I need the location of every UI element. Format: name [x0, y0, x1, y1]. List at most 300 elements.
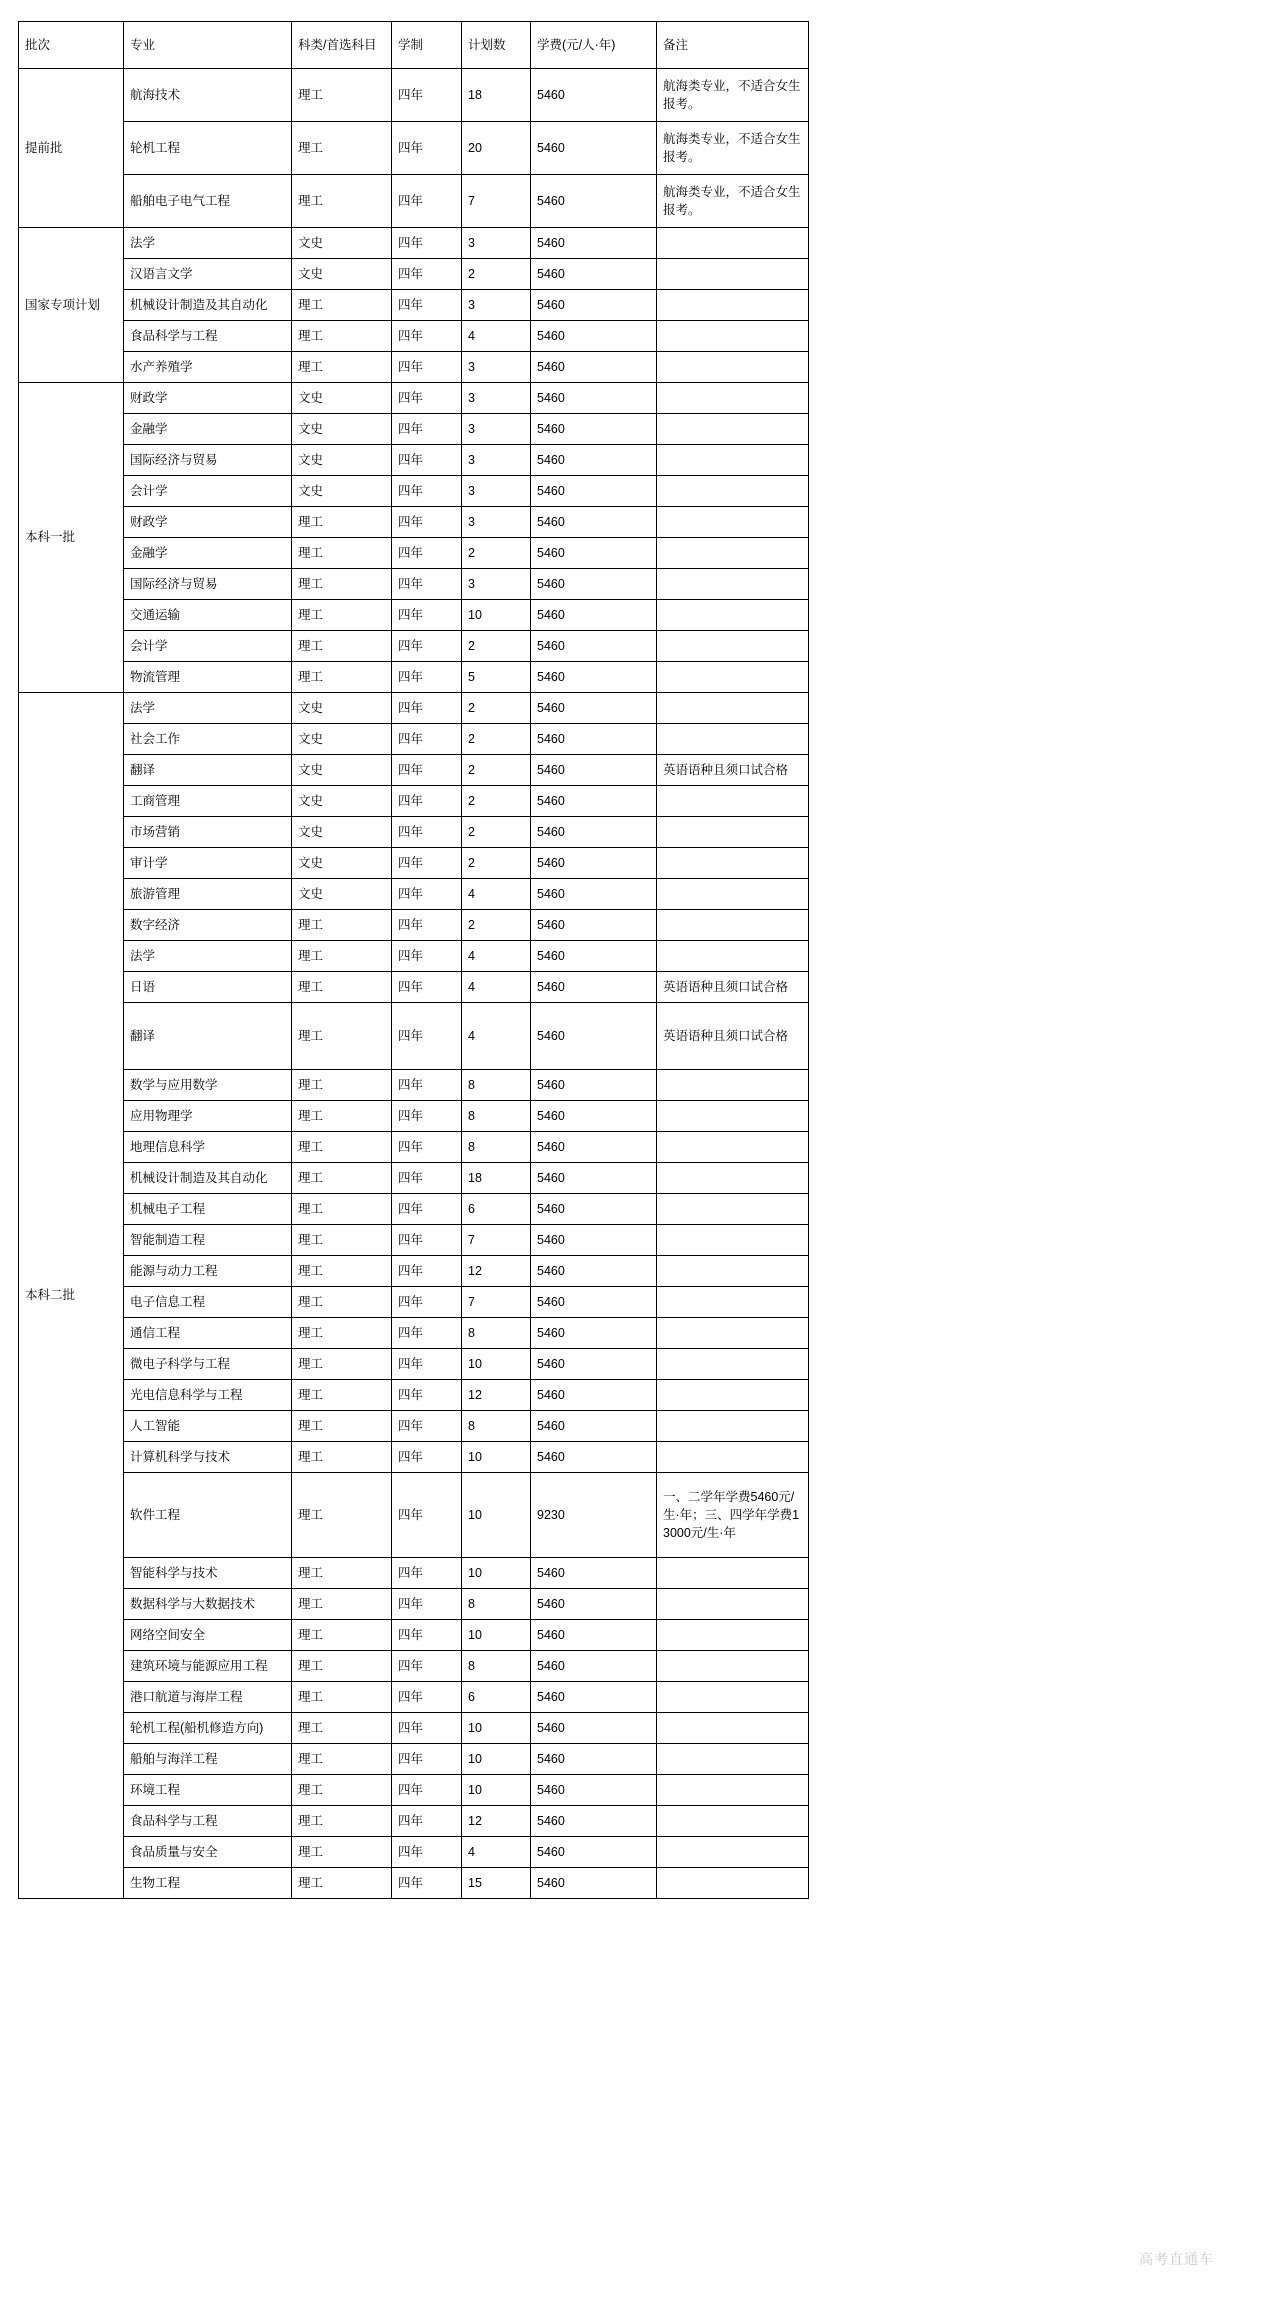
subject-cell: 理工	[292, 175, 392, 228]
watermark: 高考直通车	[1139, 2251, 1214, 2267]
subject-cell: 理工	[292, 1868, 392, 1899]
fee-cell: 5460	[531, 445, 657, 476]
major-cell: 食品科学与工程	[124, 321, 292, 352]
fee-cell: 5460	[531, 352, 657, 383]
note-cell	[657, 1837, 809, 1868]
quota-cell: 5	[462, 662, 531, 693]
years-cell: 四年	[392, 1287, 462, 1318]
quota-cell: 20	[462, 122, 531, 175]
table-row	[19, 507, 809, 538]
subject-cell: 理工	[292, 1101, 392, 1132]
major-cell: 会计学	[124, 631, 292, 662]
major-cell: 通信工程	[124, 1318, 292, 1349]
table-row	[19, 1837, 809, 1868]
fee-cell: 5460	[531, 69, 657, 122]
fee-cell: 5460	[531, 414, 657, 445]
major-cell: 社会工作	[124, 724, 292, 755]
major-cell: 交通运输	[124, 600, 292, 631]
years-cell: 四年	[392, 910, 462, 941]
note-cell	[657, 445, 809, 476]
note-cell	[657, 910, 809, 941]
table-row	[19, 1349, 809, 1380]
fee-cell: 5460	[531, 600, 657, 631]
major-cell: 国际经济与贸易	[124, 445, 292, 476]
years-cell: 四年	[392, 321, 462, 352]
table-row	[19, 1070, 809, 1101]
major-cell: 食品科学与工程	[124, 1806, 292, 1837]
quota-cell: 6	[462, 1682, 531, 1713]
note-cell	[657, 321, 809, 352]
years-cell: 四年	[392, 1682, 462, 1713]
quota-cell: 10	[462, 1442, 531, 1473]
quota-cell: 3	[462, 569, 531, 600]
fee-cell: 5460	[531, 1256, 657, 1287]
quota-cell: 3	[462, 414, 531, 445]
table-row	[19, 1411, 809, 1442]
subject-cell: 理工	[292, 1558, 392, 1589]
major-cell: 日语	[124, 972, 292, 1003]
quota-cell: 10	[462, 1713, 531, 1744]
note-cell	[657, 662, 809, 693]
quota-cell: 8	[462, 1651, 531, 1682]
quota-cell: 4	[462, 879, 531, 910]
years-cell: 四年	[392, 1868, 462, 1899]
quota-cell: 3	[462, 383, 531, 414]
subject-cell: 理工	[292, 910, 392, 941]
fee-cell: 5460	[531, 786, 657, 817]
table-row	[19, 1558, 809, 1589]
note-cell	[657, 538, 809, 569]
years-cell: 四年	[392, 1837, 462, 1868]
quota-cell: 2	[462, 755, 531, 786]
table-row	[19, 414, 809, 445]
note-cell	[657, 879, 809, 910]
note-cell	[657, 600, 809, 631]
quota-cell: 12	[462, 1380, 531, 1411]
fee-cell: 5460	[531, 724, 657, 755]
table-row	[19, 259, 809, 290]
major-cell: 翻译	[124, 755, 292, 786]
years-cell: 四年	[392, 755, 462, 786]
fee-cell: 5460	[531, 910, 657, 941]
table-row	[19, 1101, 809, 1132]
subject-cell: 理工	[292, 1589, 392, 1620]
major-cell: 审计学	[124, 848, 292, 879]
table-row	[19, 693, 809, 724]
major-cell: 金融学	[124, 538, 292, 569]
table-row	[19, 122, 809, 175]
table-row	[19, 1651, 809, 1682]
subject-cell: 文史	[292, 848, 392, 879]
table-row	[19, 228, 809, 259]
fee-cell: 5460	[531, 1132, 657, 1163]
fee-cell: 5460	[531, 1101, 657, 1132]
table-row	[19, 1132, 809, 1163]
fee-cell: 5460	[531, 175, 657, 228]
quota-cell: 3	[462, 228, 531, 259]
table-row	[19, 1744, 809, 1775]
major-cell: 国际经济与贸易	[124, 569, 292, 600]
table-row	[19, 910, 809, 941]
admission-plan-table	[18, 21, 809, 1899]
subject-cell: 理工	[292, 290, 392, 321]
table-row	[19, 538, 809, 569]
table-row	[19, 1473, 809, 1558]
note-cell	[657, 1318, 809, 1349]
major-cell: 智能制造工程	[124, 1225, 292, 1256]
table-row	[19, 290, 809, 321]
quota-cell: 2	[462, 848, 531, 879]
years-cell: 四年	[392, 290, 462, 321]
years-cell: 四年	[392, 1132, 462, 1163]
table-row	[19, 786, 809, 817]
fee-cell: 5460	[531, 1287, 657, 1318]
fee-cell: 5460	[531, 1806, 657, 1837]
quota-cell: 10	[462, 1558, 531, 1589]
quota-cell: 18	[462, 1163, 531, 1194]
subject-cell: 理工	[292, 1194, 392, 1225]
quota-cell: 2	[462, 910, 531, 941]
major-cell: 食品质量与安全	[124, 1837, 292, 1868]
major-cell: 机械设计制造及其自动化	[124, 1163, 292, 1194]
subject-cell: 理工	[292, 1349, 392, 1380]
note-cell	[657, 941, 809, 972]
major-cell: 财政学	[124, 507, 292, 538]
table-row	[19, 1868, 809, 1899]
major-cell: 生物工程	[124, 1868, 292, 1899]
subject-cell: 理工	[292, 1682, 392, 1713]
fee-cell: 5460	[531, 1837, 657, 1868]
table-row	[19, 1806, 809, 1837]
fee-cell: 5460	[531, 321, 657, 352]
note-cell	[657, 259, 809, 290]
fee-cell: 5460	[531, 1318, 657, 1349]
table-row	[19, 321, 809, 352]
table-row	[19, 1620, 809, 1651]
quota-cell: 2	[462, 693, 531, 724]
note-cell: 英语语种且须口试合格	[657, 972, 809, 1003]
major-cell: 法学	[124, 228, 292, 259]
years-cell: 四年	[392, 1101, 462, 1132]
quota-cell: 8	[462, 1589, 531, 1620]
years-cell: 四年	[392, 600, 462, 631]
quota-cell: 8	[462, 1318, 531, 1349]
major-cell: 旅游管理	[124, 879, 292, 910]
column-header-note: 备注	[657, 22, 809, 69]
quota-cell: 3	[462, 507, 531, 538]
years-cell: 四年	[392, 538, 462, 569]
fee-cell: 5460	[531, 1380, 657, 1411]
major-cell: 法学	[124, 693, 292, 724]
major-cell: 光电信息科学与工程	[124, 1380, 292, 1411]
years-cell: 四年	[392, 1620, 462, 1651]
subject-cell: 理工	[292, 1318, 392, 1349]
years-cell: 四年	[392, 476, 462, 507]
fee-cell: 5460	[531, 879, 657, 910]
table-row	[19, 445, 809, 476]
fee-cell: 5460	[531, 1682, 657, 1713]
fee-cell: 5460	[531, 848, 657, 879]
fee-cell: 5460	[531, 290, 657, 321]
note-cell	[657, 1589, 809, 1620]
years-cell: 四年	[392, 1651, 462, 1682]
table-row	[19, 1682, 809, 1713]
years-cell: 四年	[392, 1775, 462, 1806]
major-cell: 翻译	[124, 1003, 292, 1070]
note-cell	[657, 1620, 809, 1651]
table-row	[19, 569, 809, 600]
note-cell: 航海类专业，不适合女生报考。	[657, 122, 809, 175]
major-cell: 应用物理学	[124, 1101, 292, 1132]
quota-cell: 3	[462, 476, 531, 507]
major-cell: 水产养殖学	[124, 352, 292, 383]
years-cell: 四年	[392, 1194, 462, 1225]
note-cell	[657, 383, 809, 414]
major-cell: 财政学	[124, 383, 292, 414]
quota-cell: 4	[462, 1837, 531, 1868]
major-cell: 机械设计制造及其自动化	[124, 290, 292, 321]
years-cell: 四年	[392, 1003, 462, 1070]
quota-cell: 8	[462, 1132, 531, 1163]
years-cell: 四年	[392, 383, 462, 414]
note-cell	[657, 1070, 809, 1101]
subject-cell: 理工	[292, 1132, 392, 1163]
major-cell: 机械电子工程	[124, 1194, 292, 1225]
years-cell: 四年	[392, 1349, 462, 1380]
subject-cell: 理工	[292, 321, 392, 352]
fee-cell: 9230	[531, 1473, 657, 1558]
note-cell: 航海类专业，不适合女生报考。	[657, 69, 809, 122]
quota-cell: 3	[462, 445, 531, 476]
quota-cell: 10	[462, 1349, 531, 1380]
column-header-fee: 学费(元/人·年)	[531, 22, 657, 69]
table-row	[19, 631, 809, 662]
quota-cell: 6	[462, 1194, 531, 1225]
quota-cell: 2	[462, 259, 531, 290]
subject-cell: 理工	[292, 1411, 392, 1442]
years-cell: 四年	[392, 1806, 462, 1837]
years-cell: 四年	[392, 817, 462, 848]
major-cell: 船舶与海洋工程	[124, 1744, 292, 1775]
fee-cell: 5460	[531, 1163, 657, 1194]
subject-cell: 理工	[292, 1651, 392, 1682]
fee-cell: 5460	[531, 228, 657, 259]
years-cell: 四年	[392, 1318, 462, 1349]
years-cell: 四年	[392, 228, 462, 259]
table-row	[19, 662, 809, 693]
major-cell: 软件工程	[124, 1473, 292, 1558]
subject-cell: 理工	[292, 122, 392, 175]
subject-cell: 文史	[292, 445, 392, 476]
table-body	[19, 69, 809, 1899]
table-row	[19, 879, 809, 910]
years-cell: 四年	[392, 879, 462, 910]
subject-cell: 文史	[292, 476, 392, 507]
table-row	[19, 1713, 809, 1744]
fee-cell: 5460	[531, 1868, 657, 1899]
table-row	[19, 175, 809, 228]
major-cell: 智能科学与技术	[124, 1558, 292, 1589]
years-cell: 四年	[392, 693, 462, 724]
major-cell: 船舶电子电气工程	[124, 175, 292, 228]
table-row	[19, 1775, 809, 1806]
note-cell: 航海类专业，不适合女生报考。	[657, 175, 809, 228]
note-cell	[657, 476, 809, 507]
subject-cell: 理工	[292, 1003, 392, 1070]
note-cell	[657, 352, 809, 383]
note-cell	[657, 1225, 809, 1256]
subject-cell: 理工	[292, 1775, 392, 1806]
note-cell	[657, 1775, 809, 1806]
quota-cell: 7	[462, 1225, 531, 1256]
table-row	[19, 1256, 809, 1287]
quota-cell: 4	[462, 972, 531, 1003]
fee-cell: 5460	[531, 1713, 657, 1744]
subject-cell: 理工	[292, 1287, 392, 1318]
years-cell: 四年	[392, 1442, 462, 1473]
column-header-quota: 计划数	[462, 22, 531, 69]
quota-cell: 7	[462, 1287, 531, 1318]
header-row	[19, 22, 809, 69]
fee-cell: 5460	[531, 1194, 657, 1225]
batch-cell: 国家专项计划	[19, 228, 124, 383]
years-cell: 四年	[392, 414, 462, 445]
subject-cell: 理工	[292, 352, 392, 383]
subject-cell: 理工	[292, 1380, 392, 1411]
note-cell	[657, 693, 809, 724]
major-cell: 轮机工程	[124, 122, 292, 175]
note-cell	[657, 786, 809, 817]
major-cell: 轮机工程(船机修造方向)	[124, 1713, 292, 1744]
fee-cell: 5460	[531, 383, 657, 414]
table-row	[19, 1380, 809, 1411]
note-cell	[657, 1442, 809, 1473]
note-cell: 一、二学年学费5460元/生·年；三、四学年学费13000元/生·年	[657, 1473, 809, 1558]
note-cell	[657, 1744, 809, 1775]
years-cell: 四年	[392, 122, 462, 175]
table-row	[19, 69, 809, 122]
fee-cell: 5460	[531, 693, 657, 724]
years-cell: 四年	[392, 352, 462, 383]
table-row	[19, 1163, 809, 1194]
subject-cell: 文史	[292, 228, 392, 259]
years-cell: 四年	[392, 1744, 462, 1775]
years-cell: 四年	[392, 972, 462, 1003]
subject-cell: 理工	[292, 1713, 392, 1744]
table-row	[19, 972, 809, 1003]
fee-cell: 5460	[531, 972, 657, 1003]
table-row	[19, 724, 809, 755]
subject-cell: 文史	[292, 724, 392, 755]
note-cell	[657, 1349, 809, 1380]
quota-cell: 2	[462, 631, 531, 662]
note-cell	[657, 1713, 809, 1744]
note-cell	[657, 1682, 809, 1713]
quota-cell: 12	[462, 1806, 531, 1837]
years-cell: 四年	[392, 1225, 462, 1256]
quota-cell: 8	[462, 1070, 531, 1101]
note-cell	[657, 1194, 809, 1225]
table-row	[19, 941, 809, 972]
major-cell: 金融学	[124, 414, 292, 445]
subject-cell: 理工	[292, 1442, 392, 1473]
note-cell: 英语语种且须口试合格	[657, 755, 809, 786]
years-cell: 四年	[392, 662, 462, 693]
subject-cell: 文史	[292, 383, 392, 414]
fee-cell: 5460	[531, 1775, 657, 1806]
quota-cell: 10	[462, 1620, 531, 1651]
subject-cell: 理工	[292, 1256, 392, 1287]
fee-cell: 5460	[531, 1651, 657, 1682]
subject-cell: 理工	[292, 1225, 392, 1256]
subject-cell: 理工	[292, 1163, 392, 1194]
subject-cell: 理工	[292, 600, 392, 631]
quota-cell: 3	[462, 352, 531, 383]
major-cell: 法学	[124, 941, 292, 972]
years-cell: 四年	[392, 1256, 462, 1287]
note-cell	[657, 1651, 809, 1682]
note-cell	[657, 1256, 809, 1287]
major-cell: 环境工程	[124, 1775, 292, 1806]
years-cell: 四年	[392, 175, 462, 228]
admission-plan-table-container	[18, 21, 808, 1899]
note-cell	[657, 290, 809, 321]
fee-cell: 5460	[531, 1225, 657, 1256]
note-cell	[657, 507, 809, 538]
quota-cell: 4	[462, 941, 531, 972]
table-row	[19, 1287, 809, 1318]
table-row	[19, 1225, 809, 1256]
years-cell: 四年	[392, 1473, 462, 1558]
note-cell	[657, 631, 809, 662]
years-cell: 四年	[392, 1380, 462, 1411]
subject-cell: 理工	[292, 972, 392, 1003]
years-cell: 四年	[392, 1589, 462, 1620]
note-cell	[657, 1411, 809, 1442]
years-cell: 四年	[392, 848, 462, 879]
subject-cell: 理工	[292, 1837, 392, 1868]
fee-cell: 5460	[531, 1589, 657, 1620]
table-header	[19, 22, 809, 69]
batch-cell: 本科二批	[19, 693, 124, 1899]
column-header-major: 专业	[124, 22, 292, 69]
subject-cell: 理工	[292, 69, 392, 122]
years-cell: 四年	[392, 1163, 462, 1194]
major-cell: 工商管理	[124, 786, 292, 817]
quota-cell: 2	[462, 724, 531, 755]
note-cell	[657, 1380, 809, 1411]
quota-cell: 10	[462, 600, 531, 631]
subject-cell: 文史	[292, 414, 392, 445]
note-cell	[657, 724, 809, 755]
fee-cell: 5460	[531, 1744, 657, 1775]
fee-cell: 5460	[531, 569, 657, 600]
subject-cell: 文史	[292, 693, 392, 724]
years-cell: 四年	[392, 69, 462, 122]
subject-cell: 理工	[292, 569, 392, 600]
fee-cell: 5460	[531, 476, 657, 507]
fee-cell: 5460	[531, 122, 657, 175]
column-header-years: 学制	[392, 22, 462, 69]
subject-cell: 文史	[292, 755, 392, 786]
table-row	[19, 848, 809, 879]
subject-cell: 理工	[292, 1744, 392, 1775]
quota-cell: 18	[462, 69, 531, 122]
fee-cell: 5460	[531, 507, 657, 538]
quota-cell: 10	[462, 1775, 531, 1806]
fee-cell: 5460	[531, 1070, 657, 1101]
quota-cell: 12	[462, 1256, 531, 1287]
